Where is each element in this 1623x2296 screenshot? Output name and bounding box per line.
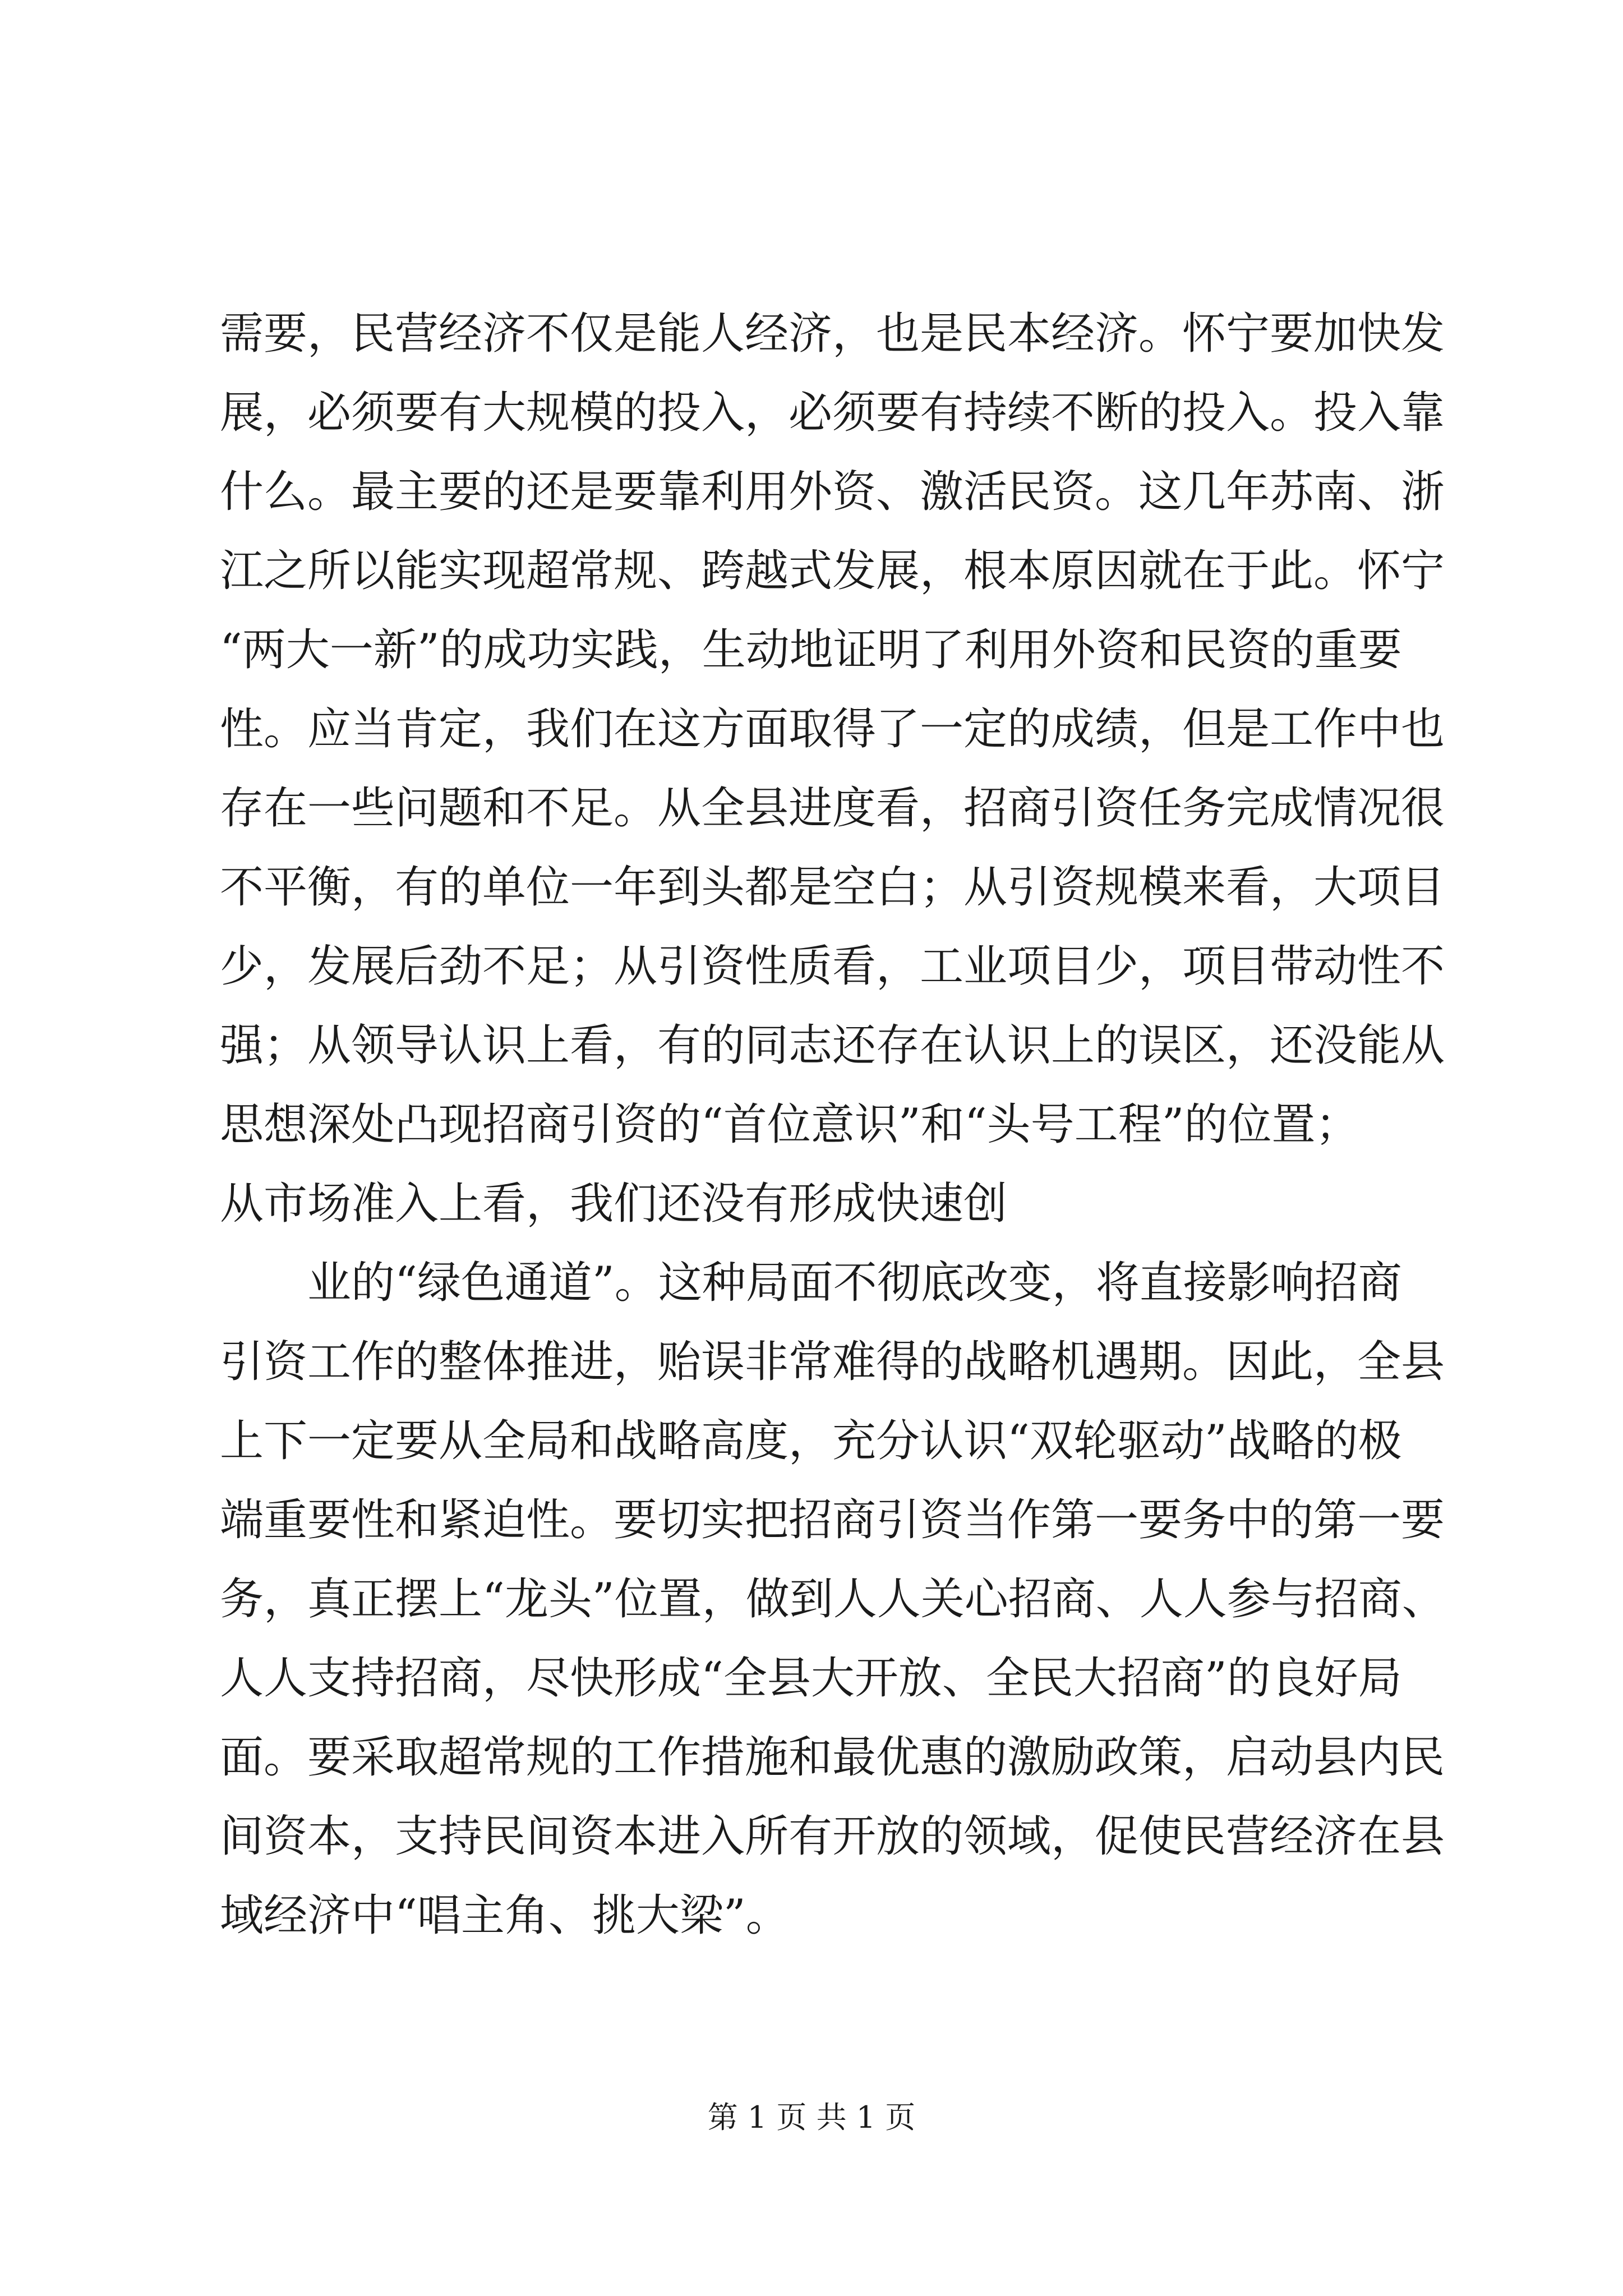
- paragraph-line: 性。应当肯定，我们在这方面取得了一定的成绩，但是工作中也: [220, 704, 1445, 754]
- paragraph-line: “两大一新”的成功实践，生动地证明了利用外资和民资的重要: [220, 625, 1402, 675]
- paragraph-line: 端重要性和紧迫性。要切实把招商引资当作第一要务中的第一要: [220, 1495, 1445, 1545]
- paragraph-line: 少，发展后劲不足；从引资性质看，工业项目少，项目带动性不: [220, 941, 1445, 992]
- paragraph-line: 间资本，支持民间资本进入所有开放的领域，促使民营经济在县: [220, 1811, 1445, 1862]
- paragraph-line: 务，真正摆上“龙头”位置，做到人人关心招商、人人参与招商、: [220, 1574, 1446, 1625]
- paragraph-line: 域经济中“唱主角、挑大梁”。: [220, 1890, 790, 1941]
- page-footer: [0, 2095, 1623, 2140]
- paragraph-line: 展，必须要有大规模的投入，必须要有持续不断的投入。投入靠: [220, 388, 1445, 438]
- paragraph-line: 思想深处凸现招商引资的“首位意识”和“头号工程”的位置；: [220, 1099, 1359, 1150]
- paragraph-line: 什么。最主要的还是要靠利用外资、激活民资。这几年苏南、浙: [220, 467, 1445, 517]
- paragraph-line: 江之所以能实现超常规、跨越式发展，根本原因就在于此。怀宁: [220, 546, 1445, 596]
- paragraph-line: 不平衡，有的单位一年到头都是空白；从引资规模来看，大项目: [220, 862, 1445, 913]
- paragraph-line: 业的“绿色通道”。这种局面不彻底改变，将直接影响招商: [307, 1258, 1402, 1308]
- paragraph-line: 需要，民营经济不仅是能人经济，也是民本经济。怀宁要加快发: [220, 309, 1445, 359]
- paragraph-line: 引资工作的整体推进，贻误非常难得的战略机遇期。因此，全县: [220, 1337, 1445, 1387]
- paragraph-line: 面。要采取超常规的工作措施和最优惠的激励政策，启动县内民: [220, 1732, 1445, 1783]
- paragraph-line: 存在一些问题和不足。从全县进度看，招商引资任务完成情况很: [220, 783, 1445, 834]
- paragraph-line: 上下一定要从全局和战略高度，充分认识“双轮驱动”战略的极: [220, 1416, 1402, 1466]
- paragraph-line: 强；从领导认识上看，有的同志还存在认识上的误区，还没能从: [220, 1020, 1445, 1071]
- paragraph-1: [220, 295, 1445, 1244]
- paragraph-line: 人人支持招商，尽快形成“全县大开放、全民大招商”的良好局: [220, 1653, 1402, 1704]
- paragraph-line: 从市场准入上看，我们还没有形成快速创: [220, 1179, 1008, 1229]
- page-indicator: 第 1 页 共 1 页: [707, 2100, 916, 2135]
- paragraph-2: [220, 1244, 1446, 1955]
- body-text: [220, 295, 1446, 1955]
